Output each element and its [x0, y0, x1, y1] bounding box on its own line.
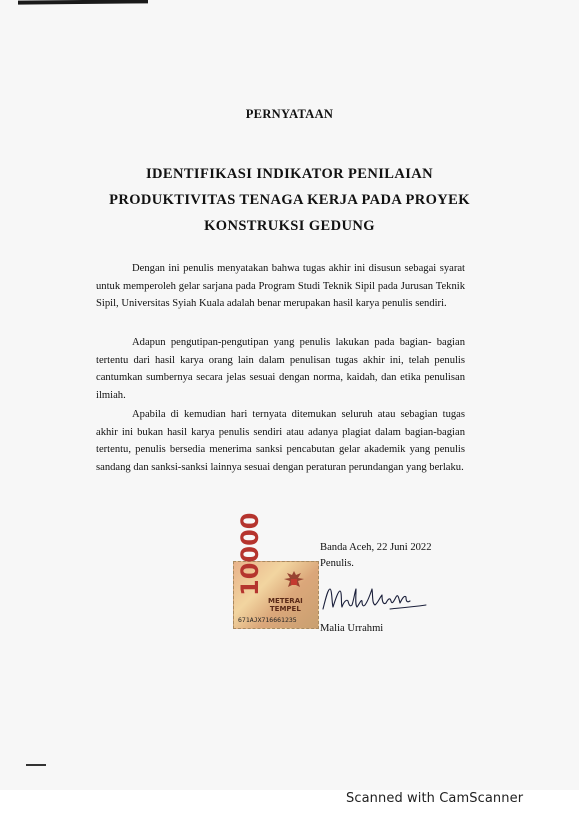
paragraph-text: Apabila di kemudian hari ternyata ditemukan seluruh atau sebagian tugas akhir ini bukan hasil karya penulis sendiri atau adanya plagiat dalam bagian-bagian tertentu, penulis bersedia menerima sanksi pencabutan gelar akademik yang penulis sandang dan sanksi-sanksi lainnya sesuai dengan peraturan perundangan yang berlaku.	[96, 409, 465, 473]
signer-name: Malia Urrahmi	[320, 623, 384, 634]
camscanner-watermark: Scanned with CamScanner	[346, 791, 524, 806]
thesis-title-line-2: PRODUKTIVITAS TENAGA KERJA PADA PROYEK	[109, 192, 470, 208]
statement-paragraph-1	[96, 260, 465, 313]
revenue-stamp	[233, 512, 319, 629]
thesis-title-line-3: KONSTRUKSI GEDUNG	[204, 218, 375, 234]
sign-role: Penulis.	[320, 558, 354, 569]
sign-place-date: Banda Aceh, 22 Juni 2022	[320, 542, 432, 553]
paragraph-text: Adapun pengutipan-pengutipan yang penulis lakukan pada bagian- bagian tertentu dari hasil karya orang lain dalam penulisan tugas akhir ini, telah penulis cantumkan sumbernya secara jelas sesuai dengan norma, kaidah, dan etika penulisan ilmiah.	[96, 337, 465, 401]
stamp-value: 10000	[236, 512, 264, 596]
stamp-label-line1: METERAI	[268, 597, 303, 605]
scan-edge-mark	[26, 764, 46, 766]
thesis-title-line-1: IDENTIFIKASI INDIKATOR PENILAIAN	[145, 166, 433, 182]
stamp-label	[268, 598, 303, 613]
statement-paragraph-3	[96, 406, 465, 476]
statement-heading: PERNYATAAN	[245, 107, 334, 121]
stamp-label-line2: TEMPEL	[269, 604, 301, 613]
scan-edge-shadow	[18, 0, 148, 5]
garuda-emblem-icon	[280, 568, 308, 596]
stamp-serial: 671AJX716661235	[238, 616, 297, 624]
handwritten-signature	[320, 583, 430, 617]
paragraph-text: Dengan ini penulis menyatakan bahwa tugas akhir ini disusun sebagai syarat untuk memperoleh gelar sarjana pada Program Studi Teknik Sipil pada Jurusan Teknik Sipil, Universitas Syiah Kuala adalah benar merupakan hasil karya penulis sendiri.	[96, 263, 465, 310]
statement-paragraph-2	[96, 334, 465, 404]
